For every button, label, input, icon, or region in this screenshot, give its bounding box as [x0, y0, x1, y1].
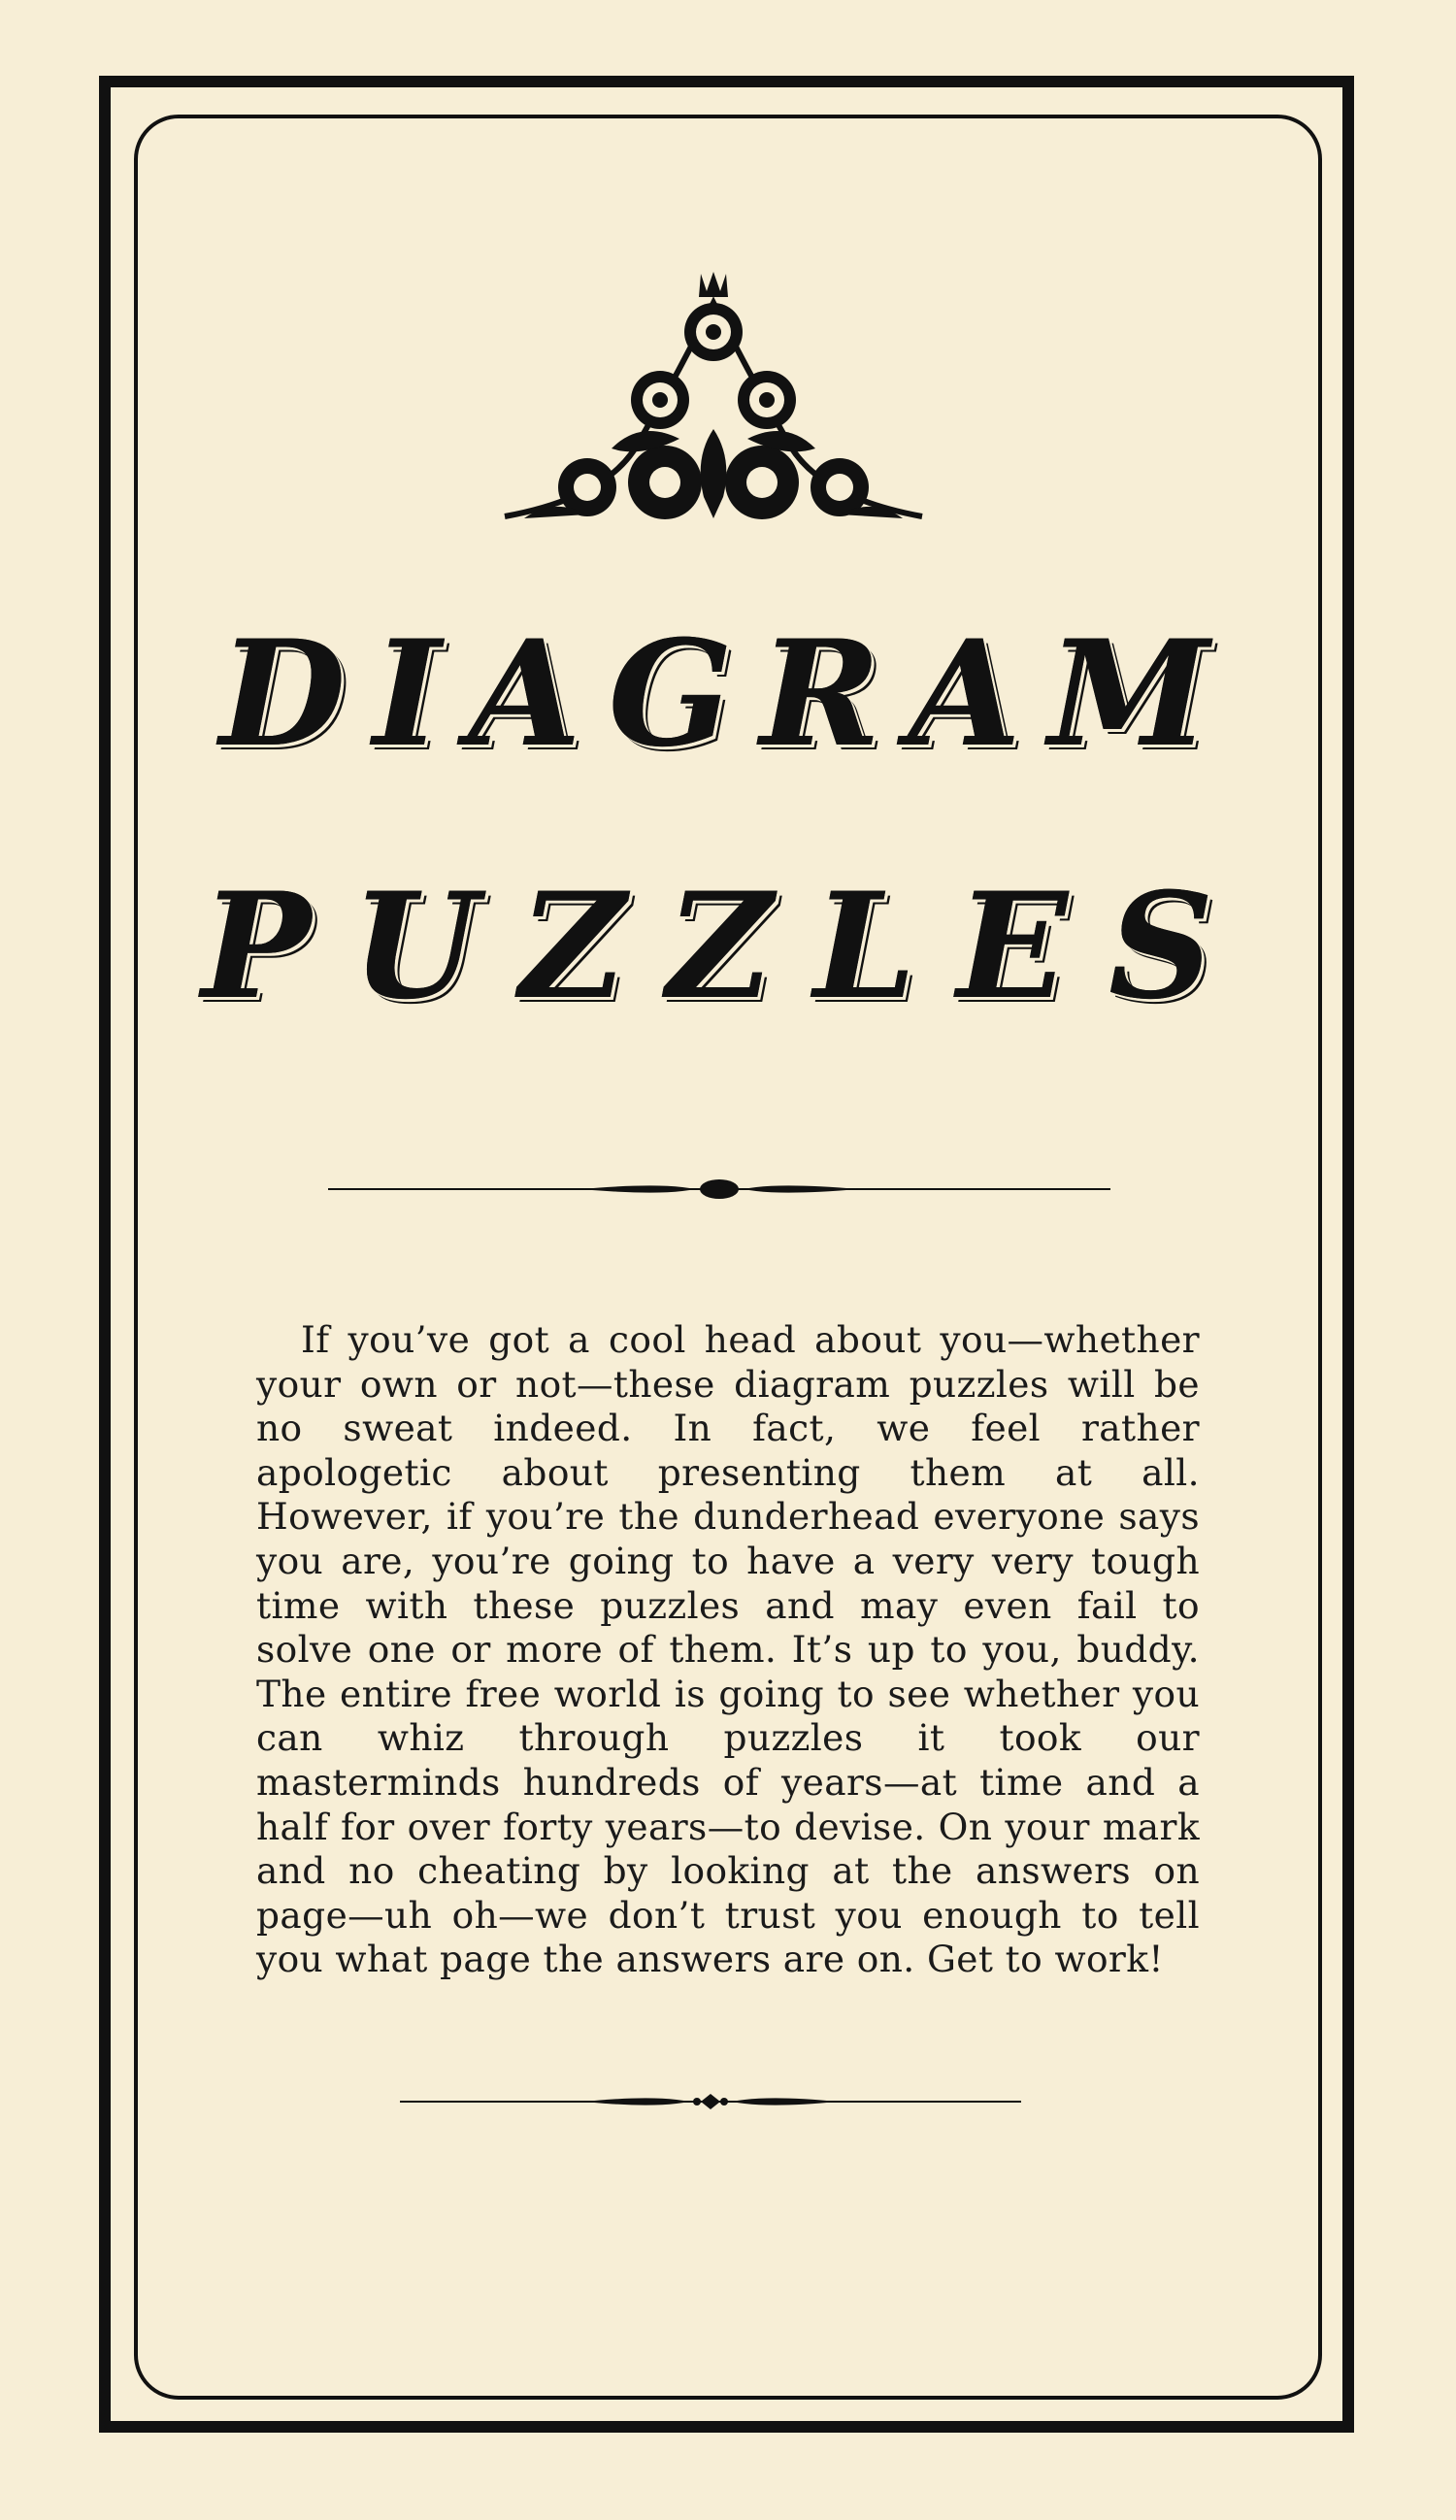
title-text-1: DIAGRAM	[219, 609, 1237, 779]
scroll-divider-icon	[400, 2087, 1021, 2116]
title-text-2: PUZZLES	[201, 861, 1255, 1032]
title-line-1	[146, 609, 1310, 779]
title-line-2	[146, 861, 1310, 1032]
ornamental-triangle-icon	[495, 264, 932, 536]
scroll-divider-icon	[328, 1175, 1110, 1204]
intro-paragraph: If you’ve got a cool head about you—whether your own or not—these diagram puzzles will be no sweat indeed. In fact, we feel rather apologetic about presenting them at all. However, if you’re the dunderhead everyone says you are, you’re going to have a very very tough time with these puzzles and may even fail to solve one or more of them. It’s up to you, buddy. The entire free world is going to see whether you can whiz through puzzles it took our masterminds hundreds of years—at time and a half for over forty years—to devise. On your mark and no cheating by looking at the answers on page—uh oh—we don’t trust you enough to tell you what page the answers are on. Get to work!	[256, 1318, 1200, 1981]
